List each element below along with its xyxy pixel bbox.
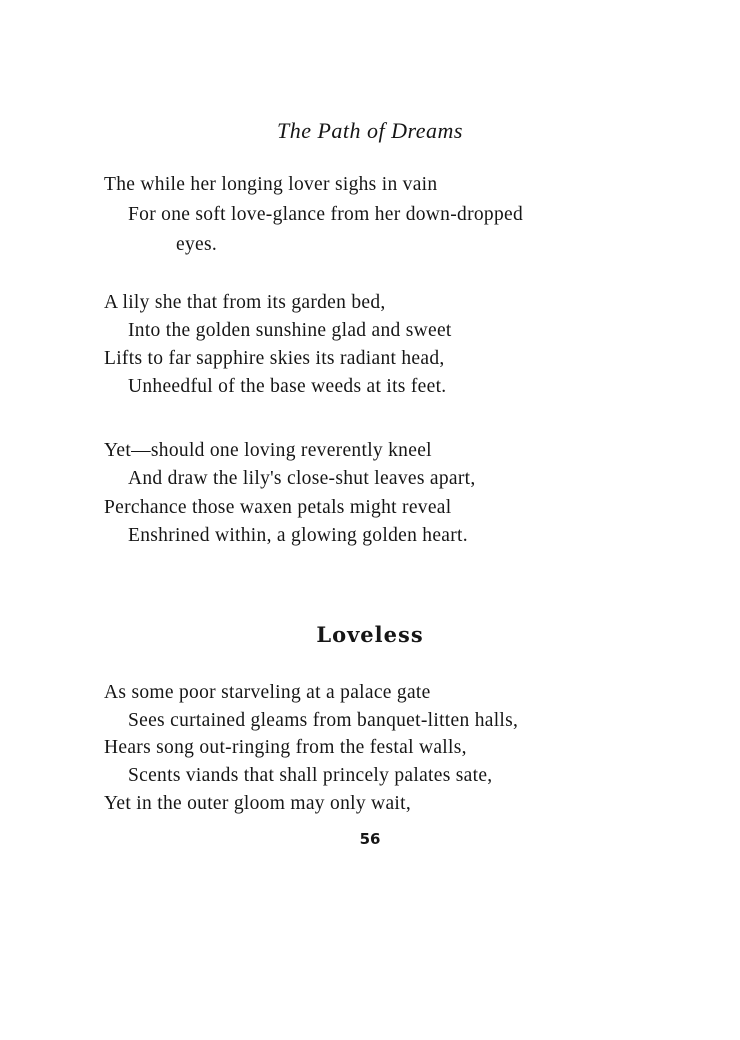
- verse-line: Enshrined within, a glowing golden heart.: [128, 525, 468, 546]
- verse-line: Hears song out-ringing from the festal walls,: [104, 737, 467, 758]
- verse-line: Yet in the outer gloom may only wait,: [104, 793, 412, 814]
- verse-line: Lifts to far sapphire skies its radiant head,: [104, 348, 445, 369]
- page-number: 56: [359, 830, 381, 848]
- running-head: The Path of Dreams: [276, 118, 463, 143]
- verse-line: Perchance those waxen petals might reveal: [104, 497, 452, 518]
- verse-line: Sees curtained gleams from banquet-litten halls,: [128, 710, 519, 731]
- verse-line: Unheedful of the base weeds at its feet.: [128, 376, 447, 397]
- verse-line: For one soft love-glance from her down-dropped: [128, 204, 524, 225]
- verse-line: Scents viands that shall princely palates sate,: [128, 765, 493, 786]
- verse-line: Into the golden sunshine glad and sweet: [128, 320, 452, 341]
- verse-line: The while her longing lover sighs in vain: [104, 174, 438, 195]
- verse-line: And draw the lily's close-shut leaves apart,: [128, 468, 476, 489]
- poem-title: Loveless: [316, 622, 424, 647]
- verse-line: eyes.: [176, 234, 218, 255]
- verse-line: As some poor starveling at a palace gate: [104, 682, 431, 703]
- verse-line: A lily she that from its garden bed,: [104, 292, 386, 313]
- verse-line: Yet—should one loving reverently kneel: [104, 440, 432, 461]
